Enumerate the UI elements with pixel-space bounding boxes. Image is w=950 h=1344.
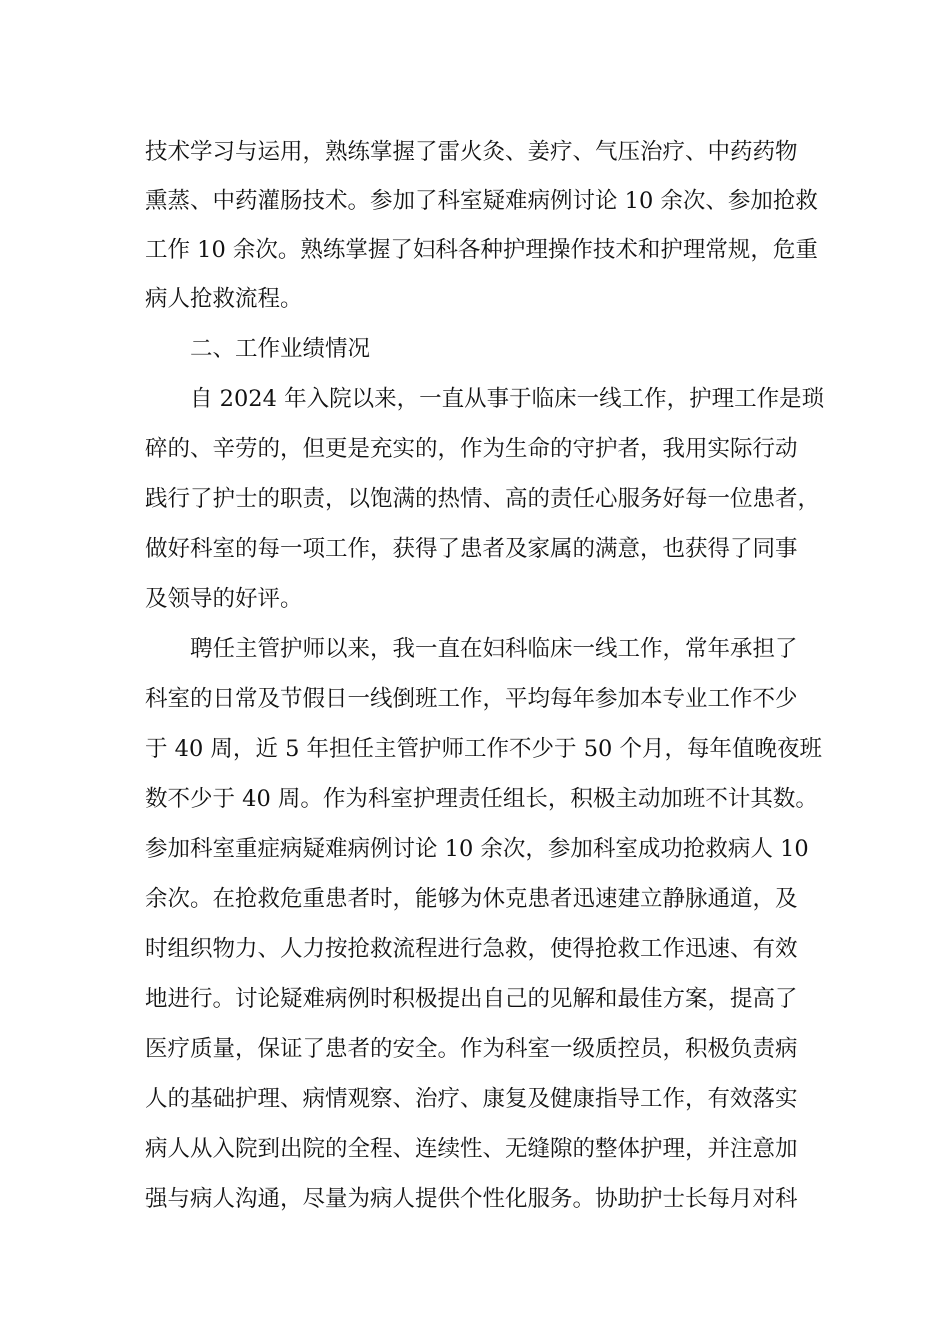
text-line: 参加科室重症病疑难病例讨论 10 余次，参加科室成功抢救病人 10 (145, 836, 809, 862)
text-line: 人的基础护理、病情观察、治疗、康复及健康指导工作，有效落实 (145, 1086, 798, 1112)
text-line: 时组织物力、人力按抢救流程进行急救，使得抢救工作迅速、有效 (145, 936, 798, 962)
text-line: 数不少于 40 周。作为科室护理责任组长，积极主动加班不计其数。 (145, 786, 818, 812)
text-line: 于 40 周，近 5 年担任主管护师工作不少于 50 个月，每年值晚夜班 (145, 736, 822, 762)
text-line: 病人抢救流程。 (145, 286, 303, 312)
text-line: 科室的日常及节假日一线倒班工作，平均每年参加本专业工作不少 (145, 686, 798, 712)
text-line: 医疗质量，保证了患者的安全。作为科室一级质控员，积极负责病 (145, 1036, 798, 1062)
text-line: 病人从入院到出院的全程、连续性、无缝隙的整体护理，并注意加 (145, 1136, 798, 1162)
text-line: 余次。在抢救危重患者时，能够为休克患者迅速建立静脉通道，及 (145, 886, 798, 912)
text-line: 碎的、辛劳的，但更是充实的，作为生命的守护者，我用实际行动 (145, 436, 798, 462)
text-line: 做好科室的每一项工作，获得了患者及家属的满意，也获得了同事 (145, 536, 798, 562)
text-line: 及领导的好评。 (145, 586, 303, 612)
paragraph-first-line: 自 2024 年入院以来，一直从事于临床一线工作，护理工作是琐 (190, 386, 825, 412)
section-heading: 二、工作业绩情况 (190, 336, 371, 362)
text-line: 熏蒸、中药灌肠技术。参加了科室疑难病例讨论 10 余次、参加抢救 (145, 188, 818, 214)
text-line: 强与病人沟通，尽量为病人提供个性化服务。协助护士长每月对科 (145, 1186, 798, 1212)
text-line: 践行了护士的职责，以饱满的热情、高的责任心服务好每一位患者， (145, 486, 821, 512)
paragraph-first-line: 聘任主管护师以来，我一直在妇科临床一线工作，常年承担了 (190, 636, 798, 662)
text-line: 技术学习与运用，熟练掌握了雷火灸、姜疗、气压治疗、中药药物 (145, 139, 798, 165)
text-line: 工作 10 余次。熟练掌握了妇科各种护理操作技术和护理常规，危重 (145, 237, 818, 263)
text-line: 地进行。讨论疑难病例时积极提出自己的见解和最佳方案，提高了 (145, 986, 798, 1012)
